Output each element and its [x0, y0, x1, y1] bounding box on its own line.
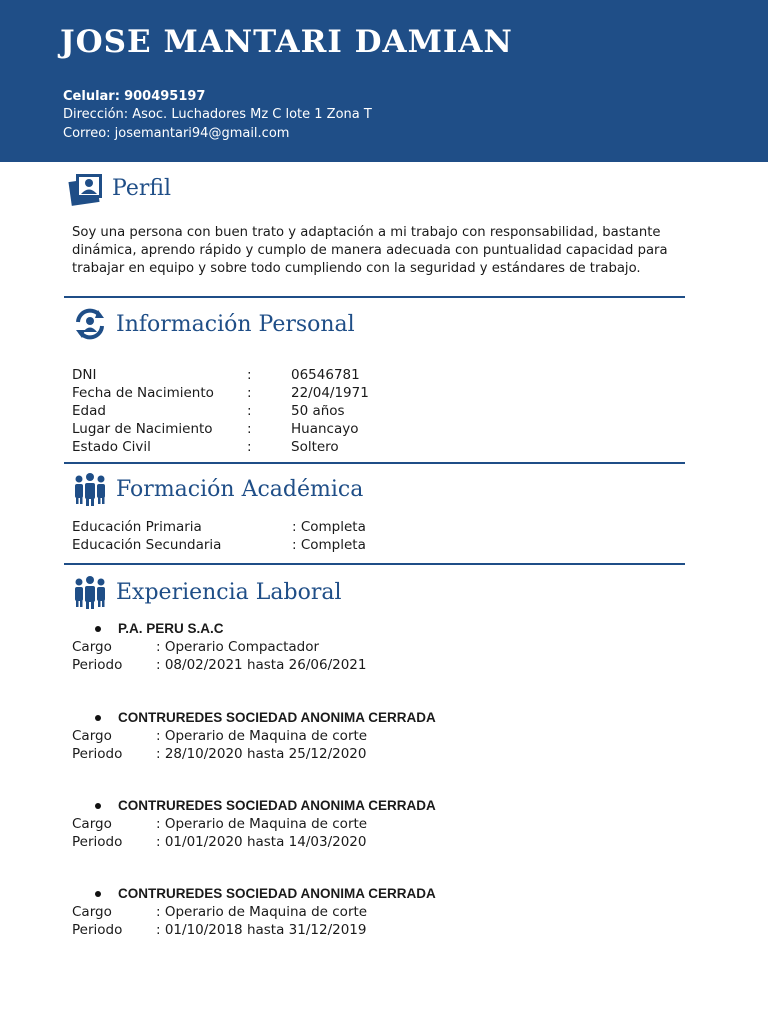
person-cycle-icon — [72, 306, 108, 342]
info-row — [72, 402, 369, 420]
info-colon: : — [247, 367, 252, 383]
job-company — [72, 797, 436, 815]
education-label: Educación Secundaria — [72, 537, 222, 553]
job-cargo-value: : Operario Compactador — [156, 639, 320, 655]
info-value: Soltero — [291, 439, 339, 455]
job-entry — [72, 797, 436, 851]
job-periodo-label: Periodo — [72, 834, 123, 850]
education-row — [72, 536, 366, 554]
personal-info-table — [72, 366, 369, 456]
job-cargo-row — [72, 638, 366, 656]
group-icon — [72, 574, 108, 610]
job-periodo-value: : 08/02/2021 hasta 26/06/2021 — [156, 657, 367, 673]
group-icon — [72, 471, 108, 507]
job-periodo-value: : 28/10/2020 hasta 25/12/2020 — [156, 746, 367, 762]
section-education-label: Formación Académica — [116, 476, 364, 502]
info-value: 22/04/1971 — [291, 385, 369, 401]
job-company-name: CONTRUREDES SOCIEDAD ANONIMA CERRADA — [118, 798, 436, 813]
job-periodo-label: Periodo — [72, 746, 123, 762]
job-periodo-row — [72, 921, 436, 939]
job-periodo-value: : 01/01/2020 hasta 14/03/2020 — [156, 834, 367, 850]
info-label: Fecha de Nacimiento — [72, 385, 214, 401]
bullet-icon — [95, 626, 101, 632]
job-cargo-value: : Operario de Maquina de corte — [156, 904, 368, 920]
info-value: 50 años — [291, 403, 345, 419]
job-cargo-value: : Operario de Maquina de corte — [156, 728, 368, 744]
section-experience-title — [72, 574, 342, 610]
section-info-title — [72, 306, 355, 342]
info-colon: : — [247, 403, 252, 419]
section-experience-label: Experiencia Laboral — [116, 579, 342, 605]
job-periodo-row — [72, 656, 366, 674]
job-cargo-value: : Operario de Maquina de corte — [156, 816, 368, 832]
bullet-icon — [95, 715, 101, 721]
job-cargo-label: Cargo — [72, 904, 112, 920]
email-line: Correo: josemantari94@gmail.com — [63, 126, 290, 141]
job-periodo-row — [72, 833, 436, 851]
bullet-icon — [95, 891, 101, 897]
section-perfil-title — [68, 170, 171, 206]
job-company — [72, 885, 436, 903]
education-table — [72, 518, 366, 554]
info-row — [72, 366, 369, 384]
info-row — [72, 384, 369, 402]
job-cargo-label: Cargo — [72, 816, 112, 832]
info-value: Huancayo — [291, 421, 359, 437]
job-cargo-label: Cargo — [72, 728, 112, 744]
info-row — [72, 420, 369, 438]
header-banner — [0, 0, 768, 162]
job-company — [72, 709, 436, 727]
info-colon: : — [247, 439, 252, 455]
job-entry — [72, 709, 436, 763]
address-line: Dirección: Asoc. Luchadores Mz C lote 1 Zona T — [63, 107, 372, 122]
phone-value: 900495197 — [124, 89, 206, 104]
job-periodo-row — [72, 745, 436, 763]
info-label: Lugar de Nacimiento — [72, 421, 213, 437]
job-periodo-label: Periodo — [72, 922, 123, 938]
divider — [64, 563, 685, 565]
education-value: : Completa — [292, 537, 366, 553]
job-cargo-row — [72, 815, 436, 833]
job-company-name: CONTRUREDES SOCIEDAD ANONIMA CERRADA — [118, 710, 436, 725]
divider — [64, 462, 685, 464]
job-cargo-row — [72, 727, 436, 745]
job-entry — [72, 620, 366, 674]
job-company-name: CONTRUREDES SOCIEDAD ANONIMA CERRADA — [118, 886, 436, 901]
section-info-label: Información Personal — [116, 311, 355, 337]
profile-text: Soy una persona con buen trato y adaptación a mi trabajo con responsabilidad, bastante dinámica, aprendo rápido y cumplo de manera adecuada con puntualidad capacidad para trabajar en equipo y sobre todo cumpliendo con la seguridad y estándares de trabajo. — [72, 225, 668, 276]
id-card-icon — [68, 170, 104, 206]
education-label: Educación Primaria — [72, 519, 202, 535]
job-periodo-value: : 01/10/2018 hasta 31/12/2019 — [156, 922, 367, 938]
candidate-name: JOSE MANTARI DAMIAN — [60, 24, 513, 60]
phone-label: Celular: — [63, 89, 120, 104]
job-entry — [72, 885, 436, 939]
divider — [64, 296, 685, 298]
job-company — [72, 620, 366, 638]
info-label: Estado Civil — [72, 439, 151, 455]
section-education-title — [72, 471, 363, 507]
info-colon: : — [247, 385, 252, 401]
job-cargo-label: Cargo — [72, 639, 112, 655]
job-company-name: P.A. PERU S.A.C — [118, 621, 224, 636]
bullet-icon — [95, 803, 101, 809]
info-colon: : — [247, 421, 252, 437]
education-row — [72, 518, 366, 536]
education-value: : Completa — [292, 519, 366, 535]
info-label: Edad — [72, 403, 106, 419]
info-label: DNI — [72, 367, 97, 383]
job-periodo-label: Periodo — [72, 657, 123, 673]
section-perfil-label: Perfil — [112, 175, 172, 201]
info-value: 06546781 — [291, 367, 360, 383]
info-row — [72, 438, 369, 456]
phone-line — [63, 88, 205, 106]
job-cargo-row — [72, 903, 436, 921]
